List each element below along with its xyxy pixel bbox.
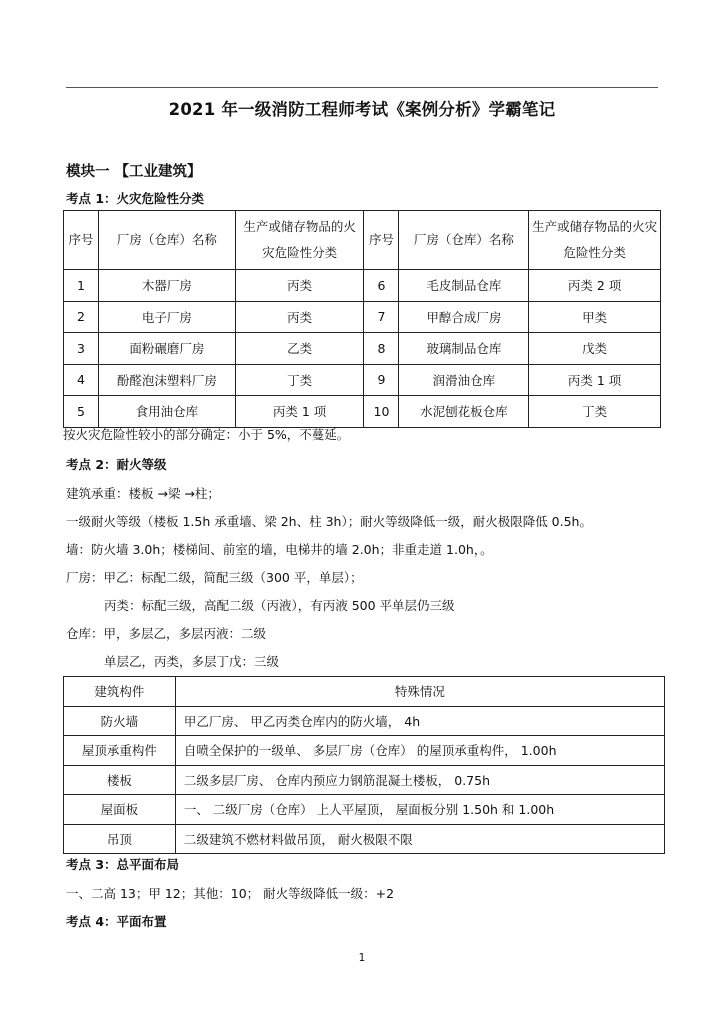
table-cell: 甲醇合成厂房: [399, 301, 529, 333]
column-header: 生产或储存物品的火灾危险性分类: [529, 211, 661, 270]
table-cell: 二级建筑不燃材料做吊顶， 耐火极限不限: [175, 824, 664, 854]
page-number: 1: [358, 952, 366, 964]
table-cell: 6: [364, 270, 399, 302]
table-cell: 4: [64, 364, 99, 396]
table-cell: 9: [364, 364, 399, 396]
text-line: 一、二高 13；甲 12；其他：10； 耐火等级降低一级：+2: [66, 886, 395, 901]
table-row: [64, 765, 665, 795]
table-cell: 屋面板: [64, 795, 176, 825]
text-line: 仓库：甲，多层乙，多层丙液：二级: [66, 626, 267, 641]
table-row: [64, 270, 661, 302]
table-cell: 7: [364, 301, 399, 333]
text-line: 丙类：标配三级，高配二级（丙液），有丙液 500 平单层仍三级: [104, 598, 455, 613]
table-cell: 戊类: [529, 333, 661, 365]
table-row: [64, 795, 665, 825]
table-cell: 食用油仓库: [98, 396, 235, 428]
table-cell: 乙类: [235, 333, 364, 365]
table-cell: 吊顶: [64, 824, 176, 854]
table-row: [64, 301, 661, 333]
table-cell: 甲类: [529, 301, 661, 333]
table-cell: 丙类: [235, 301, 364, 333]
header-rule: [66, 87, 658, 88]
point2-heading: 考点 2：耐火等级: [66, 457, 167, 472]
text-line: 一级耐火等级（楼板 1.5h 承重墙、梁 2h、柱 3h）；耐火等级降低一级，耐火极限降低 0.5h。: [66, 514, 592, 529]
table-cell: 二级多层厂房、 仓库内预应力钢筋混凝土楼板， 0.75h: [175, 765, 664, 795]
table-cell: 丁类: [529, 396, 661, 428]
text-line: 建筑承重：楼板 →梁 →柱；: [66, 486, 220, 501]
table-cell: 面粉碾磨厂房: [98, 333, 235, 365]
table-cell: 酚醛泡沫塑料厂房: [98, 364, 235, 396]
table-cell: 丙类 1 项: [235, 396, 364, 428]
table-cell: 润滑油仓库: [399, 364, 529, 396]
column-header: 特殊情况: [175, 677, 664, 707]
column-header: 厂房（仓库）名称: [98, 211, 235, 270]
point1-heading: 考点 1：火灾危险性分类: [66, 191, 205, 206]
table-header-row: [64, 211, 661, 270]
fire-hazard-table: [63, 210, 661, 428]
point3-heading: 考点 3：总平面布局: [66, 857, 180, 872]
table-row: [64, 333, 661, 365]
table-cell: 水泥刨花板仓库: [399, 396, 529, 428]
column-header: 厂房（仓库）名称: [399, 211, 529, 270]
table-row: [64, 364, 661, 396]
column-header: 建筑构件: [64, 677, 176, 707]
table-cell: 楼板: [64, 765, 176, 795]
table-cell: 3: [64, 333, 99, 365]
table-cell: 8: [364, 333, 399, 365]
column-header: 生产或储存物品的火灾危险性分类: [235, 211, 364, 270]
table-row: [64, 736, 665, 766]
table-cell: 屋顶承重构件: [64, 736, 176, 766]
table-cell: 10: [364, 396, 399, 428]
point4-heading: 考点 4：平面布置: [66, 914, 167, 929]
table-cell: 甲乙厂房、 甲乙丙类仓库内的防火墙， 4h: [175, 706, 664, 736]
table-cell: 自喷全保护的一级单、 多层厂房（仓库） 的屋顶承重构件， 1.00h: [175, 736, 664, 766]
building-component-table: [63, 676, 665, 854]
text-line: 厂房：甲乙：标配二级，简配三级（300 平，单层）；: [66, 570, 363, 585]
table-cell: 1: [64, 270, 99, 302]
table-cell: 玻璃制品仓库: [399, 333, 529, 365]
document-title: 2021 年一级消防工程师考试《案例分析》学霸笔记: [168, 100, 556, 119]
table-cell: 丁类: [235, 364, 364, 396]
table-cell: 木器厂房: [98, 270, 235, 302]
column-header: 序号: [64, 211, 99, 270]
module-heading: 模块一 【工业建筑】: [66, 164, 202, 180]
table-cell: 丙类 2 项: [529, 270, 661, 302]
text-line: 单层乙，丙类，多层丁戊：三级: [104, 654, 280, 669]
table-cell: 丙类: [235, 270, 364, 302]
table-header-row: [64, 677, 665, 707]
point1-note: 按火灾危险性较小的部分确定：小于 5%，不蔓延。: [63, 427, 350, 442]
table-cell: 5: [64, 396, 99, 428]
table-cell: 2: [64, 301, 99, 333]
column-header: 序号: [364, 211, 399, 270]
text-line: 墙：防火墙 3.0h；楼梯间、前室的墙，电梯井的墙 2.0h；非重走道 1.0h，。: [66, 542, 493, 557]
table-cell: 一、 二级厂房（仓库） 上人平屋顶， 屋面板分别 1.50h 和 1.00h: [175, 795, 664, 825]
table-row: [64, 396, 661, 428]
table-cell: 毛皮制品仓库: [399, 270, 529, 302]
table-row: [64, 824, 665, 854]
table-row: [64, 706, 665, 736]
table-cell: 电子厂房: [98, 301, 235, 333]
table-cell: 丙类 1 项: [529, 364, 661, 396]
table-cell: 防火墙: [64, 706, 176, 736]
